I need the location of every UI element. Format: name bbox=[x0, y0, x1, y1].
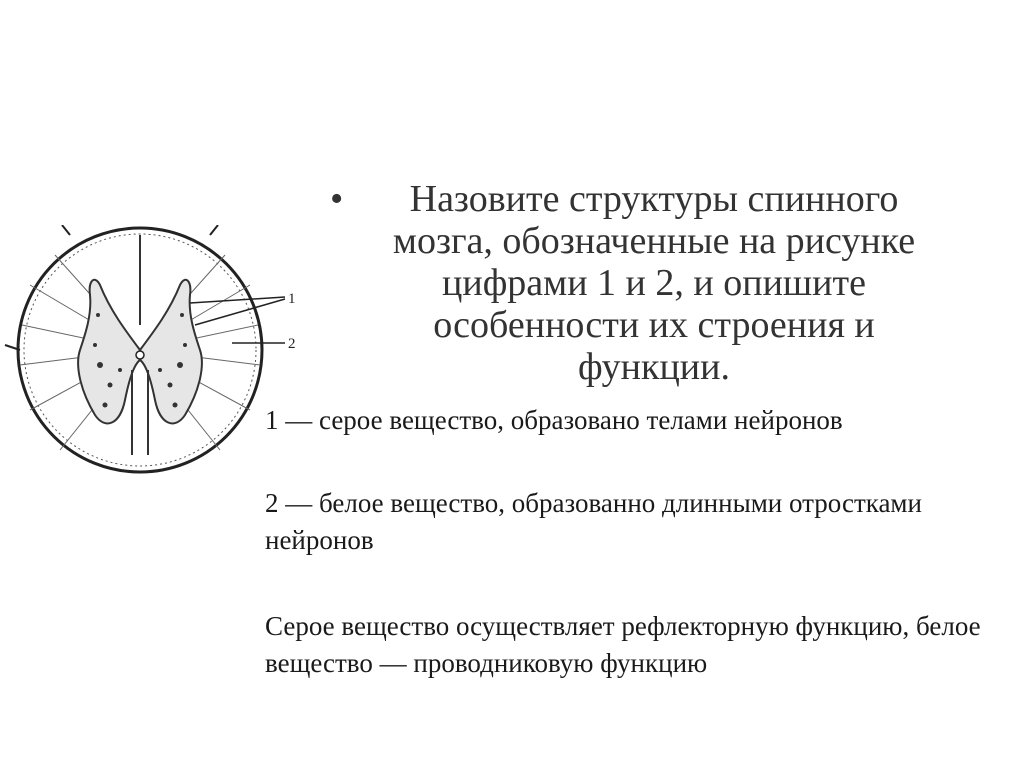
figure-label-1: 1 bbox=[288, 291, 296, 307]
answer-white-matter: 2 — белое вещество, образованно длинными отростками нейронов bbox=[265, 488, 922, 555]
bullet-marker: • bbox=[330, 178, 344, 220]
answer-gray-matter: 1 — серое вещество, образовано телами нейронов bbox=[265, 405, 843, 435]
question-text: Назовите структуры спинного мозга, обозначенные на рисунке цифрами 1 и 2, и опишите особенности их строения и функции. bbox=[392, 178, 916, 388]
question-block bbox=[330, 178, 950, 388]
answer-functions: Серое вещество осуществляет рефлекторную функцию, белое вещество — проводниковую функцию bbox=[265, 611, 981, 678]
figure-label-2: 2 bbox=[288, 336, 296, 352]
spinal-cord-cross-section-figure bbox=[0, 225, 310, 475]
